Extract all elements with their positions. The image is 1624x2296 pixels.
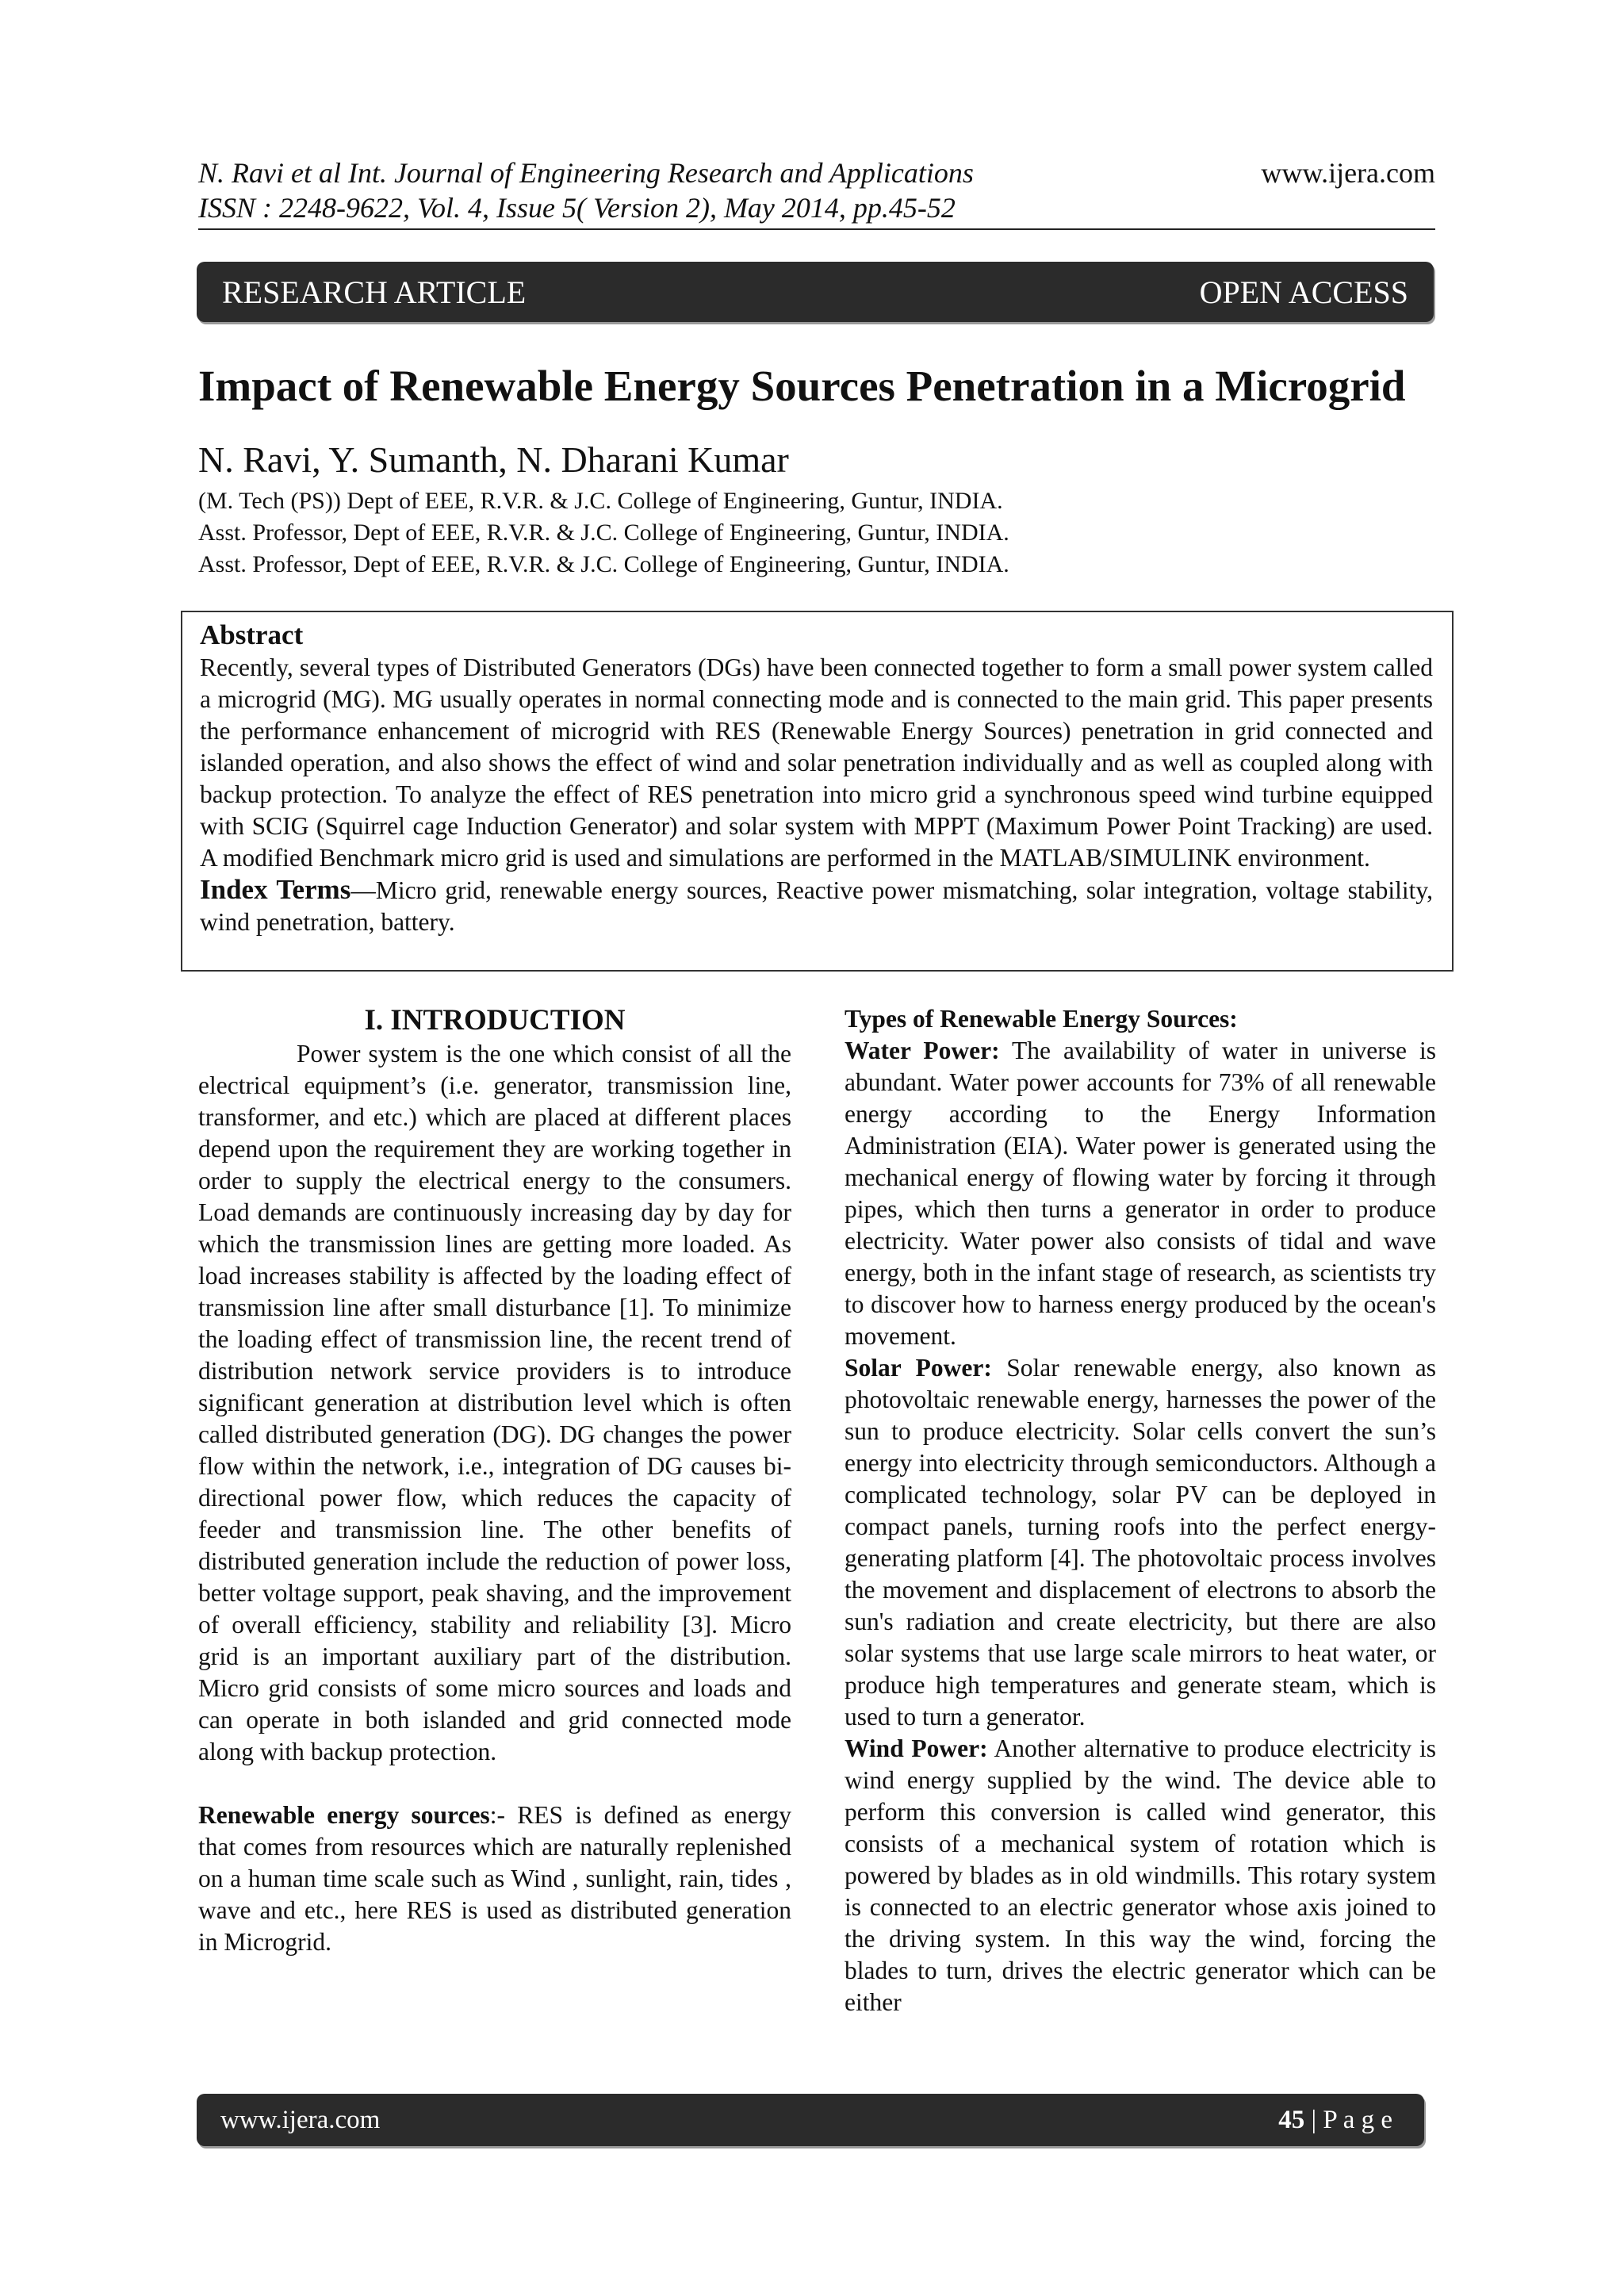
water-text: The availability of water in universe is abundant. Water power accounts for 73% of all renewable energy according to the Energy Information Administration (EIA). Water power is generated using the mechanical energy of flowing water by forcing it through pipes, which then turns a generator in order to produce electricity. Water power also consists of tidal and wave energy, both in the infant stage of research, as scientists try to discover how to harness energy produced by the ocean's movement. xyxy=(845,1037,1436,1350)
research-article-label: RESEARCH ARTICLE xyxy=(222,274,527,310)
types-heading: Types of Renewable Energy Sources: xyxy=(845,1005,1238,1033)
wind-heading: Wind Power: xyxy=(845,1734,988,1762)
intro-paragraph: Power system is the one which consist of all the electrical equipment’s (i.e. generator, transmission line, transformer, and etc.) which are placed at different places depend upon the requirement they are working together in order to supply the electrical energy to the consumers. Load demands are continuously increasing day by day for which the transmission lines are getting more loaded. As load increases stability is affected by the loading effect of transmission line after small disturbance [1]. To minimize the loading effect of transmission line, the recent trend of distribution network service providers is to introduce significant generation at distribution level which is often called distributed generation (DG). DG changes the power flow within the network, i.e., integration of DG causes bi-directional power flow, which reduces the capacity of feeder and transmission line. The other benefits of distributed generation include the reduction of power loss, better voltage support, peak shaving, and the improvement of overall efficiency, stability and reliability [3]. Micro grid is an important auxiliary part of the distribution. Micro grid consists of some micro sources and loads and can operate in both islanded and grid connected mode along with backup protection. xyxy=(198,1040,791,1765)
index-terms xyxy=(200,874,1433,938)
index-terms-heading: Index Terms xyxy=(200,874,351,905)
affiliation: Asst. Professor, Dept of EEE, R.V.R. & J.C. College of Engineering, Guntur, INDIA. xyxy=(198,519,1009,546)
left-column xyxy=(198,1003,791,1958)
abstract-heading: Abstract xyxy=(200,619,304,650)
journal-line: N. Ravi et al Int. Journal of Engineering Research and Applications xyxy=(198,157,974,189)
issn-line: ISSN : 2248-9622, Vol. 4, Issue 5( Version 2), May 2014, pp.45-52 xyxy=(198,192,956,224)
footer-bar xyxy=(197,2094,1424,2146)
running-header xyxy=(198,155,1435,225)
right-column xyxy=(845,1003,1436,2018)
abstract-box xyxy=(181,611,1454,972)
header-website: www.ijera.com xyxy=(1261,157,1435,189)
abstract-text: Recently, several types of Distributed Generators (DGs) have been connected together to form a small power system called a microgrid (MG). MG usually operates in normal connecting mode and is connected to the main grid. This paper presents the performance enhancement of microgrid with RES (Renewable Energy Sources) penetration in grid connected and islanded operation, and also shows the effect of wind and solar penetration individually and as well as coupled along with backup protection. To analyze the effect of RES penetration into micro grid a synchronous speed wind turbine equipped with SCIG (Squirrel cage Induction Generator) and solar system with MPPT (Maximum Power Point Tracking) are used. A modified Benchmark micro grid is used and simulations are performed in the MATLAB/SIMULINK environment. xyxy=(200,654,1433,872)
index-terms-text: —Micro grid, renewable energy sources, Reactive power mismatching, solar integration, voltage stability, wind penetration, battery. xyxy=(200,876,1433,936)
res-heading: Renewable energy sources xyxy=(198,1801,490,1829)
solar-paragraph xyxy=(845,1352,1436,1733)
header-rule xyxy=(198,228,1435,230)
res-text: :- RES is defined as energy that comes from resources which are naturally replenished on a human time scale such as Wind , sunlight, rain, tides , wave and etc., here RES is used as distributed generation in Microgrid. xyxy=(198,1801,791,1956)
water-paragraph xyxy=(845,1035,1436,1352)
page-number: 45 xyxy=(1278,2105,1305,2134)
footer-website: www.ijera.com xyxy=(220,2105,381,2134)
affiliation: Asst. Professor, Dept of EEE, R.V.R. & J.C. College of Engineering, Guntur, INDIA. xyxy=(198,551,1009,577)
page-indicator xyxy=(1278,2106,1392,2135)
wind-text: Another alternative to produce electricity is wind energy supplied by the wind. The device able to perform this conversion is called wind generator, this consists of a mechanical system of rotation which is powered by blades as in old windmills. This rotary system is connected to an electric generator whose axis joined to the driving system. In this way the wind, forcing the blades to turn, drives the electric generator which can be either xyxy=(845,1734,1436,2016)
paragraph-gap xyxy=(198,1768,791,1800)
section-heading-introduction: I. INTRODUCTION xyxy=(364,1004,626,1037)
author-affiliations xyxy=(198,485,1009,581)
res-paragraph xyxy=(198,1800,791,1958)
paper-title: Impact of Renewable Energy Sources Penetration in a Microgrid xyxy=(198,362,1406,410)
water-heading: Water Power: xyxy=(845,1037,1000,1064)
page-label: | P a g e xyxy=(1304,2105,1392,2134)
open-access-label: OPEN ACCESS xyxy=(1199,274,1408,310)
solar-text: Solar renewable energy, also known as photovoltaic renewable energy, harnesses the power of the sun to produce electricity. Solar cells convert the sun’s energy into electricity through semiconductors. Although a complicated technology, solar PV can be deployed in compact panels, turning roofs into the perfect energy-generating platform [4]. The photovoltaic process involves the movement and displacement of electrons to absorb the sun's radiation and create electricity, but there are also solar systems that use large scale mirrors to heat water, or produce high temperatures and generate steam, which is used to turn a generator. xyxy=(845,1354,1436,1731)
affiliation: (M. Tech (PS)) Dept of EEE, R.V.R. & J.C. College of Engineering, Guntur, INDIA. xyxy=(198,488,1003,514)
article-type-banner xyxy=(197,262,1434,322)
solar-heading: Solar Power: xyxy=(845,1354,992,1382)
paper-authors: N. Ravi, Y. Sumanth, N. Dharani Kumar xyxy=(198,439,789,480)
wind-paragraph xyxy=(845,1733,1436,2018)
